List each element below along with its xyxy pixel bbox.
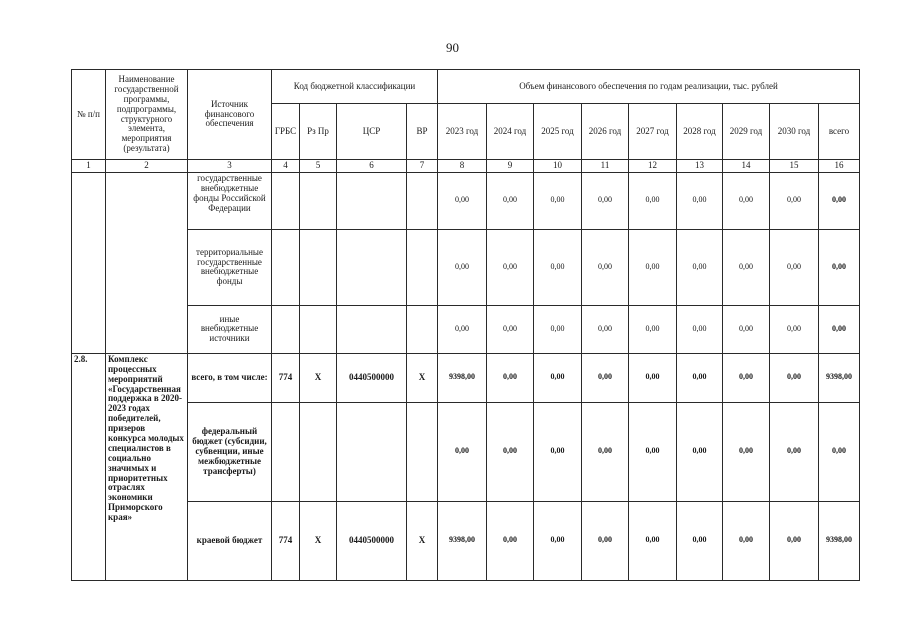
column-number-row — [72, 160, 860, 173]
total-cell: 9398,00 — [819, 501, 860, 580]
col-number: 1 — [72, 160, 106, 173]
header-csr: ЦСР — [337, 104, 407, 160]
header-row — [72, 70, 860, 104]
value-cell: 0,00 — [438, 229, 487, 305]
source-cell: краевой бюджет — [188, 501, 272, 580]
value-cell: 0,00 — [629, 229, 677, 305]
header-vr: ВР — [407, 104, 438, 160]
header-num: № п/п — [72, 70, 106, 160]
col-number: 7 — [407, 160, 438, 173]
value-cell: 0,00 — [629, 172, 677, 229]
col-number: 3 — [188, 160, 272, 173]
header-total: всего — [819, 104, 860, 160]
vr-cell — [407, 172, 438, 229]
table-row — [72, 402, 860, 501]
value-cell: 0,00 — [534, 305, 582, 353]
rzpr-cell — [300, 172, 337, 229]
value-cell: 0,00 — [534, 229, 582, 305]
grbs-cell — [272, 402, 300, 501]
total-cell: 9398,00 — [819, 353, 860, 402]
source-cell: иные внебюджетные источники — [188, 305, 272, 353]
table-row — [72, 353, 860, 402]
value-cell: 0,00 — [677, 402, 723, 501]
table-row — [72, 501, 860, 580]
col-number: 8 — [438, 160, 487, 173]
header-grbs: ГРБС — [272, 104, 300, 160]
vr-cell — [407, 229, 438, 305]
value-cell: 0,00 — [770, 305, 819, 353]
col-number: 5 — [300, 160, 337, 173]
col-number: 6 — [337, 160, 407, 173]
csr-cell — [337, 172, 407, 229]
header-year: 2025 год — [534, 104, 582, 160]
page-number: 90 — [446, 40, 459, 55]
value-cell: 0,00 — [487, 305, 534, 353]
header-year: 2023 год — [438, 104, 487, 160]
col-number: 13 — [677, 160, 723, 173]
value-cell: 0,00 — [629, 501, 677, 580]
rzpr-cell — [300, 229, 337, 305]
grbs-cell — [272, 172, 300, 229]
col-number: 15 — [770, 160, 819, 173]
csr-cell: 0440500000 — [337, 353, 407, 402]
value-cell: 0,00 — [534, 172, 582, 229]
header-year: 2029 год — [723, 104, 770, 160]
prev-num-cell — [72, 172, 106, 353]
total-cell: 0,00 — [819, 172, 860, 229]
value-cell: 0,00 — [582, 305, 629, 353]
csr-cell — [337, 229, 407, 305]
grbs-cell: 774 — [272, 501, 300, 580]
value-cell: 0,00 — [534, 501, 582, 580]
rzpr-cell: Х — [300, 353, 337, 402]
table-row — [72, 305, 860, 353]
value-cell: 0,00 — [723, 501, 770, 580]
value-cell: 0,00 — [723, 305, 770, 353]
prev-name-cell — [106, 172, 188, 353]
header-year: 2027 год — [629, 104, 677, 160]
value-cell: 0,00 — [487, 172, 534, 229]
value-cell: 0,00 — [770, 501, 819, 580]
col-number: 14 — [723, 160, 770, 173]
value-cell: 0,00 — [487, 402, 534, 501]
col-number: 12 — [629, 160, 677, 173]
value-cell: 0,00 — [629, 305, 677, 353]
item-number: 2.8. — [72, 353, 106, 580]
value-cell: 0,00 — [534, 402, 582, 501]
value-cell: 0,00 — [770, 229, 819, 305]
header-year: 2028 год — [677, 104, 723, 160]
value-cell: 0,00 — [582, 402, 629, 501]
source-cell: государственные внебюджетные фонды Российской Федерации — [188, 172, 272, 229]
col-number: 9 — [487, 160, 534, 173]
table-row — [72, 172, 860, 229]
col-number: 11 — [582, 160, 629, 173]
col-number: 16 — [819, 160, 860, 173]
value-cell: 0,00 — [487, 353, 534, 402]
value-cell: 0,00 — [582, 353, 629, 402]
vr-cell — [407, 305, 438, 353]
total-cell: 0,00 — [819, 305, 860, 353]
source-cell: территориальные государственные внебюджетные фонды — [188, 229, 272, 305]
value-cell: 0,00 — [629, 353, 677, 402]
value-cell: 0,00 — [677, 353, 723, 402]
value-cell: 0,00 — [438, 305, 487, 353]
value-cell: 0,00 — [723, 229, 770, 305]
total-cell: 0,00 — [819, 402, 860, 501]
total-cell: 0,00 — [819, 229, 860, 305]
item-name: Комплекс процессных мероприятий «Государственная поддержка в 2020-2023 годах победителей, призеров конкурса молодых специалистов в социально значимых и приоритетных отраслях экономики Приморского края» — [106, 353, 188, 580]
header-year: 2030 год — [770, 104, 819, 160]
value-cell: 0,00 — [582, 229, 629, 305]
value-cell: 0,00 — [770, 402, 819, 501]
col-number: 4 — [272, 160, 300, 173]
value-cell: 0,00 — [677, 229, 723, 305]
value-cell: 0,00 — [723, 353, 770, 402]
header-rzpr: Рз Пр — [300, 104, 337, 160]
value-cell: 0,00 — [438, 402, 487, 501]
grbs-cell — [272, 305, 300, 353]
value-cell: 0,00 — [723, 172, 770, 229]
table-row — [72, 229, 860, 305]
budget-table — [71, 69, 860, 581]
header-name: Наименование государственной программы, подпрограммы, структурного элемента, мероприятия (результата) — [106, 70, 188, 160]
rzpr-cell: Х — [300, 501, 337, 580]
value-cell: 0,00 — [582, 501, 629, 580]
rzpr-cell — [300, 305, 337, 353]
value-cell: 0,00 — [438, 172, 487, 229]
col-number: 10 — [534, 160, 582, 173]
value-cell: 0,00 — [534, 353, 582, 402]
value-cell: 0,00 — [487, 501, 534, 580]
value-cell: 0,00 — [677, 501, 723, 580]
rzpr-cell — [300, 402, 337, 501]
header-year: 2026 год — [582, 104, 629, 160]
vr-cell: Х — [407, 501, 438, 580]
value-cell: 0,00 — [770, 353, 819, 402]
vr-cell: Х — [407, 353, 438, 402]
value-cell: 0,00 — [677, 305, 723, 353]
value-cell: 0,00 — [770, 172, 819, 229]
value-cell: 9398,00 — [438, 501, 487, 580]
value-cell: 0,00 — [487, 229, 534, 305]
value-cell: 0,00 — [723, 402, 770, 501]
csr-cell: 0440500000 — [337, 501, 407, 580]
grbs-cell: 774 — [272, 353, 300, 402]
source-cell: федеральный бюджет (субсидии, субвенции, иные межбюджетные трансферты) — [188, 402, 272, 501]
source-cell: всего, в том числе: — [188, 353, 272, 402]
csr-cell — [337, 402, 407, 501]
value-cell: 9398,00 — [438, 353, 487, 402]
csr-cell — [337, 305, 407, 353]
header-volume: Объем финансового обеспечения по годам реализации, тыс. рублей — [438, 70, 860, 104]
value-cell: 0,00 — [677, 172, 723, 229]
vr-cell — [407, 402, 438, 501]
header-source: Источник финансового обеспечения — [188, 70, 272, 160]
col-number: 2 — [106, 160, 188, 173]
grbs-cell — [272, 229, 300, 305]
value-cell: 0,00 — [582, 172, 629, 229]
value-cell: 0,00 — [629, 402, 677, 501]
header-kbk: Код бюджетной классификации — [272, 70, 438, 104]
header-year: 2024 год — [487, 104, 534, 160]
